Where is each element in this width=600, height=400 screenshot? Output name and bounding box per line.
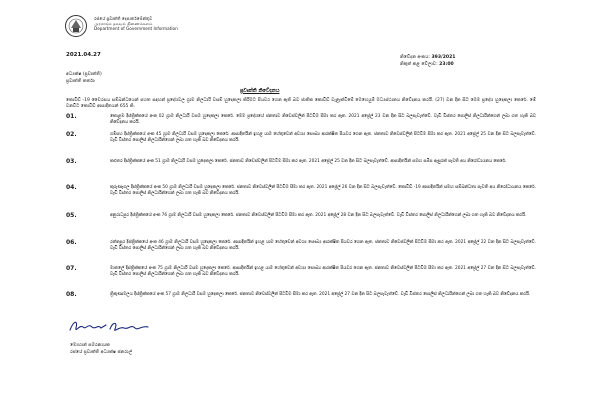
document-date: 2021.04.27 <box>66 52 101 58</box>
reference-block <box>400 54 456 68</box>
signer-title: රජයේ ප්‍රවෘත්ති අධ්‍යක්ෂ ජනරාල් <box>70 350 133 355</box>
item-text: ත්‍රිකුණාමලය දිස්ත්‍රික්කයේ අංක 57 ග්‍රාම නිලධාරී වසම හුදෙකලා කෙරේ. ජනතාව නිවෙස්වලින් පිටවීම සීමා කර ඇත. 2021 අප්‍රේල් 27 වන දින සිට බලපැවැත්වේ. වැඩි විස්තර පොලිස් නිලධාරීන්ගෙන් ලබා ගත හැකි බව නිවේදනය කරයි. <box>110 292 531 297</box>
item-number: 08. <box>66 291 77 298</box>
item-text: රත්නපුර දිස්ත්‍රික්කයේ අංක 46 ග්‍රාම නිලධාරී වසම හුදෙකලා කෙරේ. ආසාදිතයින් ඉහළ යාම හේතුවෙන් අවශ්‍ය සෞඛ්‍ය ආරක්ෂිත පියවර ගෙන ඇත. ජනතාව නිවෙස්වලින් පිටවීම සීමා කර ඇත. 2021 අප්‍රේල් 22 වන දින සිට බලපැවැත්වේ. වැඩි විස්තර පොලිස් නිලධාරීන්ගෙන් ලබා ගත හැකි බව නිවේදනය කරයි. <box>110 240 536 252</box>
letterhead-tamil: அரசாங்க தகவல் திணைக்களம் <box>94 21 153 27</box>
letterhead-sinhala: රජයේ ප්‍රවෘත්ති දෙපාර්තමේන්තුව <box>94 16 153 21</box>
issue-time-label: නිකුත් කළ වේලාව: <box>400 62 438 67</box>
item-text: මාතලේ දිස්ත්‍රික්කයේ අංක 75 ග්‍රාම නිලධාරී වසම හුදෙකලා කෙරේ. ආසාදිතයින් ඉහළ යාම හේතුවෙන් අවශ්‍ය සෞඛ්‍ය ආරක්ෂිත පියවර ගෙන ඇත. ජනතාව නිවෙස්වලින් පිටවීම සීමා කර ඇත. 2021 අප්‍රේල් 27 වන දින සිට බලපැවැත්වේ. වැඩි විස්තර පොලිස් නිලධාරීන්ගෙන් ලබා ගත හැකි බව නිවේදනය කරයි. <box>110 266 536 278</box>
reference-number: 393/2021 <box>431 55 456 60</box>
intro-paragraph: කොවිඩ් -19 වෛරසය සම්බන්ධයෙන් පහත සඳහන් ප්‍රදේශවල ග්‍රාම නිලධාරී වසම් හුදෙකලා කිරීමට පියවර ගෙන ඇති බව ජාතික කොවිඩ් වැළැක්වීමේ මෙහෙයුම් මධ්‍යස්ථානය නිවේදනය කරයි. (27) වන දින සිට මෙම ප්‍රදේශ හුදෙකලා කෙරේ. මේ වනවිට කොවිඩ් ආසාදිතයන් 655 කි. <box>66 98 536 110</box>
issue-time: 23:00 <box>439 62 454 67</box>
item-text: ගම්පහ දිස්ත්‍රික්කයේ අංක 45 ග්‍රාම නිලධාරී වසම හුදෙකලා කෙරේ. ආසාදිතයින් ඉහළ යාම හේතුවෙන් අවශ්‍ය සෞඛ්‍ය ආරක්ෂිත පියවර ගෙන ඇත. ජනතාව නිවෙස්වලින් පිටවීම සීමා කර ඇත. 2021 අප්‍රේල් 25 වන දින සිට බලපැවැත්වේ. වැඩි විස්තර පොලිස් නිලධාරීන්ගෙන් ලබා ගත හැකි බව නිවේදනය කරයි. <box>110 132 536 144</box>
item-number: 03. <box>66 158 77 165</box>
reference-number-label: නිවේදන අංකය: <box>400 55 430 60</box>
signer-block <box>70 342 132 356</box>
item-text: කළුතර දිස්ත්‍රික්කයේ අංක 51 ග්‍රාම නිලධාරී වසම හුදෙකලා කෙරේ. ජනතාව නිවෙස්වලින් පිටවීම සීමා කර ඇත. 2021 අප්‍රේල් 25 වන දින සිට බලපැවැත්වේ. ආසාදිතයින් සමඟ සමීප ඇසුරක් පැවති අය නිරෝධායනය කෙරේ. <box>110 159 507 164</box>
addressee-line-1: අධ්‍යක්ෂ (ප්‍රවෘත්ති) <box>66 72 102 77</box>
item-number: 06. <box>66 239 77 246</box>
item-number: 02. <box>66 131 77 138</box>
item-text: කුරුණෑගල දිස්ත්‍රික්කයේ අංක 50 ග්‍රාම නිලධාරී වසම හුදෙකලා කෙරේ. ජනතාව නිවෙස්වලින් පිටවීම සීමා කර ඇත. 2021 අප්‍රේල් 26 වන දින සිට බලපැවැත්වේ. කොවිඩ් -19 ආසාදිතයින් සමඟ සම්බන්ධතා පැවති අය නිරෝධායනය කෙරේ. වැඩි විස්තර පොලිස් නිලධාරීන්ගෙන් ලබා ගත හැකි බව නිවේදනය කරයි. <box>110 185 536 197</box>
handwritten-signature <box>68 318 158 336</box>
item-number: 04. <box>66 184 77 191</box>
subject-heading: ප්‍රවෘත්ති නිවේදනය <box>240 88 280 94</box>
signer-name: මොහාන් සමරනායක <box>70 343 110 348</box>
item-number: 05. <box>66 212 77 219</box>
addressee <box>66 72 102 85</box>
item-number: 07. <box>66 265 77 272</box>
item-number: 01. <box>66 113 77 120</box>
letterhead-english: Department of Government Information <box>94 26 178 32</box>
item-text: අනුරාධපුර දිස්ත්‍රික්කයේ අංක 76 ග්‍රාම නිලධාරී වසම හුදෙකලා කෙරේ. ජනතාව නිවෙස්වලින් පිටවීම සීමා කර ඇත. 2021 අප්‍රේල් 28 වන දින සිට බලපැවැත්වේ. වැඩි විස්තර පොලිස් නිලධාරීන්ගෙන් ලබා ගත හැකි බව නිවේදනය කරයි. <box>110 213 527 218</box>
letterhead <box>94 16 178 32</box>
addressee-line-2: ප්‍රවෘත්ති කර්තෘ <box>66 78 95 84</box>
item-text: කොළඹ දිස්ත්‍රික්කයේ අංක 02 ග්‍රාම නිලධාරී වසම හුදෙකලා කෙරේ. මෙම ප්‍රදේශයේ ජනතාව නිවෙස්වලින් පිටවීම සීමා කර ඇත. 2021 අප්‍රේල් 23 වන දින සිට බලපැවැත්වේ. වැඩි විස්තර පොලිස් නිලධාරීන්ගෙන් ලබා ගත හැකි බව නිවේදනය කරයි. <box>110 114 536 126</box>
government-crest-icon <box>64 14 88 38</box>
